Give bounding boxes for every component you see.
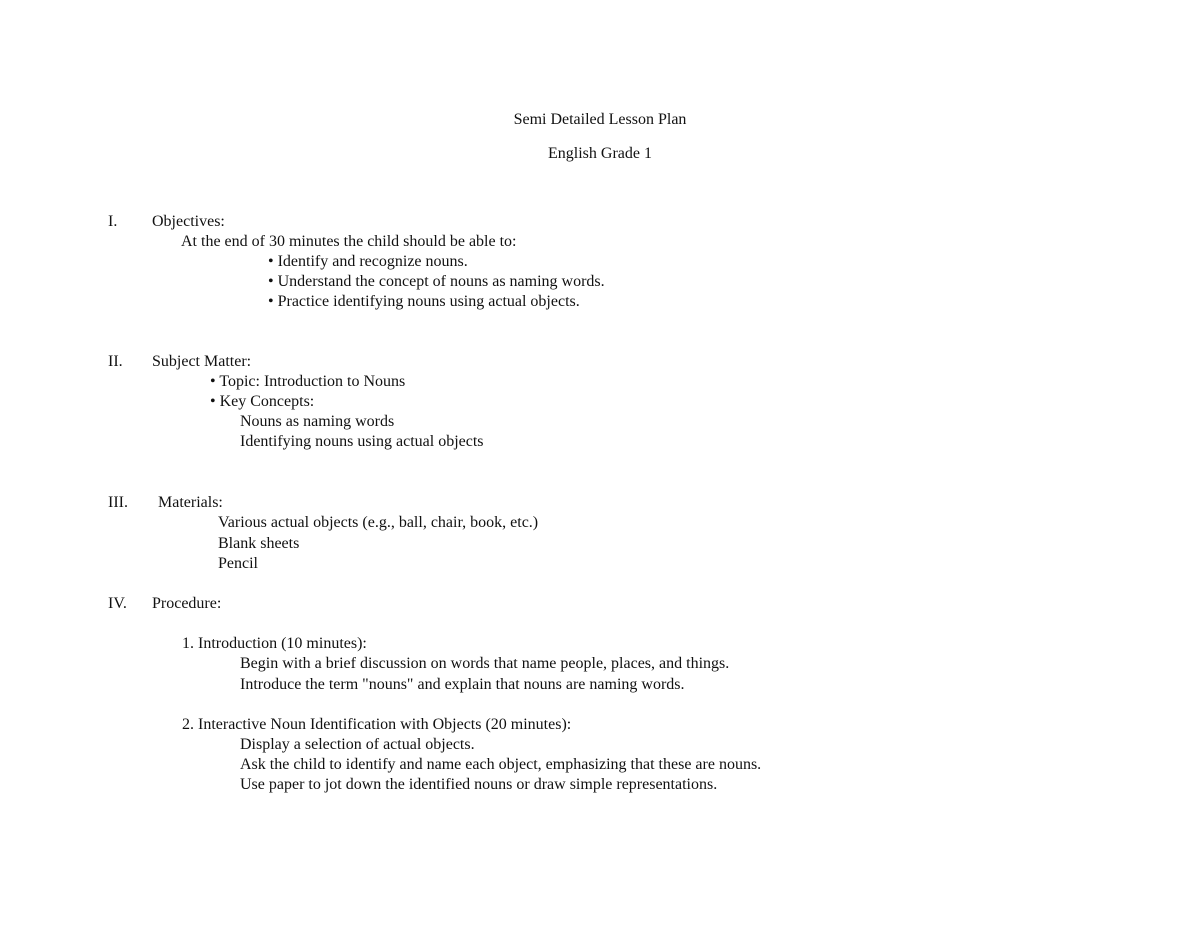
section-heading: Subject Matter: bbox=[152, 353, 252, 370]
topic-item: • Topic: Introduction to Nouns bbox=[210, 373, 406, 390]
list-item: • Practice identifying nouns using actual objects. bbox=[268, 293, 580, 310]
section-numeral: IV. bbox=[108, 595, 127, 612]
procedure-step-line: Begin with a brief discussion on words that name people, places, and things. bbox=[240, 655, 730, 672]
section-heading: Procedure: bbox=[152, 595, 222, 612]
concept-item: Nouns as naming words bbox=[240, 413, 395, 430]
section-numeral: I. bbox=[108, 213, 118, 230]
procedure-step-line: Introduce the term "nouns" and explain that nouns are naming words. bbox=[240, 676, 685, 693]
procedure-step-line: Use paper to jot down the identified nouns or draw simple representations. bbox=[240, 776, 718, 793]
document-title: Semi Detailed Lesson Plan bbox=[513, 111, 687, 128]
procedure-step-label: 1. Introduction (10 minutes): bbox=[182, 635, 367, 652]
material-item: Blank sheets bbox=[218, 535, 300, 552]
procedure-step-line: Ask the child to identify and name each object, emphasizing that these are nouns. bbox=[240, 756, 762, 773]
list-item: • Understand the concept of nouns as naming words. bbox=[268, 273, 605, 290]
concept-item: Identifying nouns using actual objects bbox=[240, 433, 484, 450]
procedure-step-line: Display a selection of actual objects. bbox=[240, 736, 475, 753]
procedure-step-label: 2. Interactive Noun Identification with Objects (20 minutes): bbox=[182, 716, 572, 733]
section-heading: Objectives: bbox=[152, 213, 225, 230]
material-item: Various actual objects (e.g., ball, chair, book, etc.) bbox=[218, 514, 539, 531]
key-concepts-item: • Key Concepts: bbox=[210, 393, 315, 410]
section-numeral: III. bbox=[108, 494, 128, 511]
section-numeral: II. bbox=[108, 353, 123, 370]
list-item: • Identify and recognize nouns. bbox=[268, 253, 468, 270]
objectives-intro: At the end of 30 minutes the child should be able to: bbox=[181, 233, 517, 250]
section-heading: Materials: bbox=[158, 494, 223, 511]
material-item: Pencil bbox=[218, 555, 258, 572]
document-subtitle: English Grade 1 bbox=[548, 145, 652, 162]
